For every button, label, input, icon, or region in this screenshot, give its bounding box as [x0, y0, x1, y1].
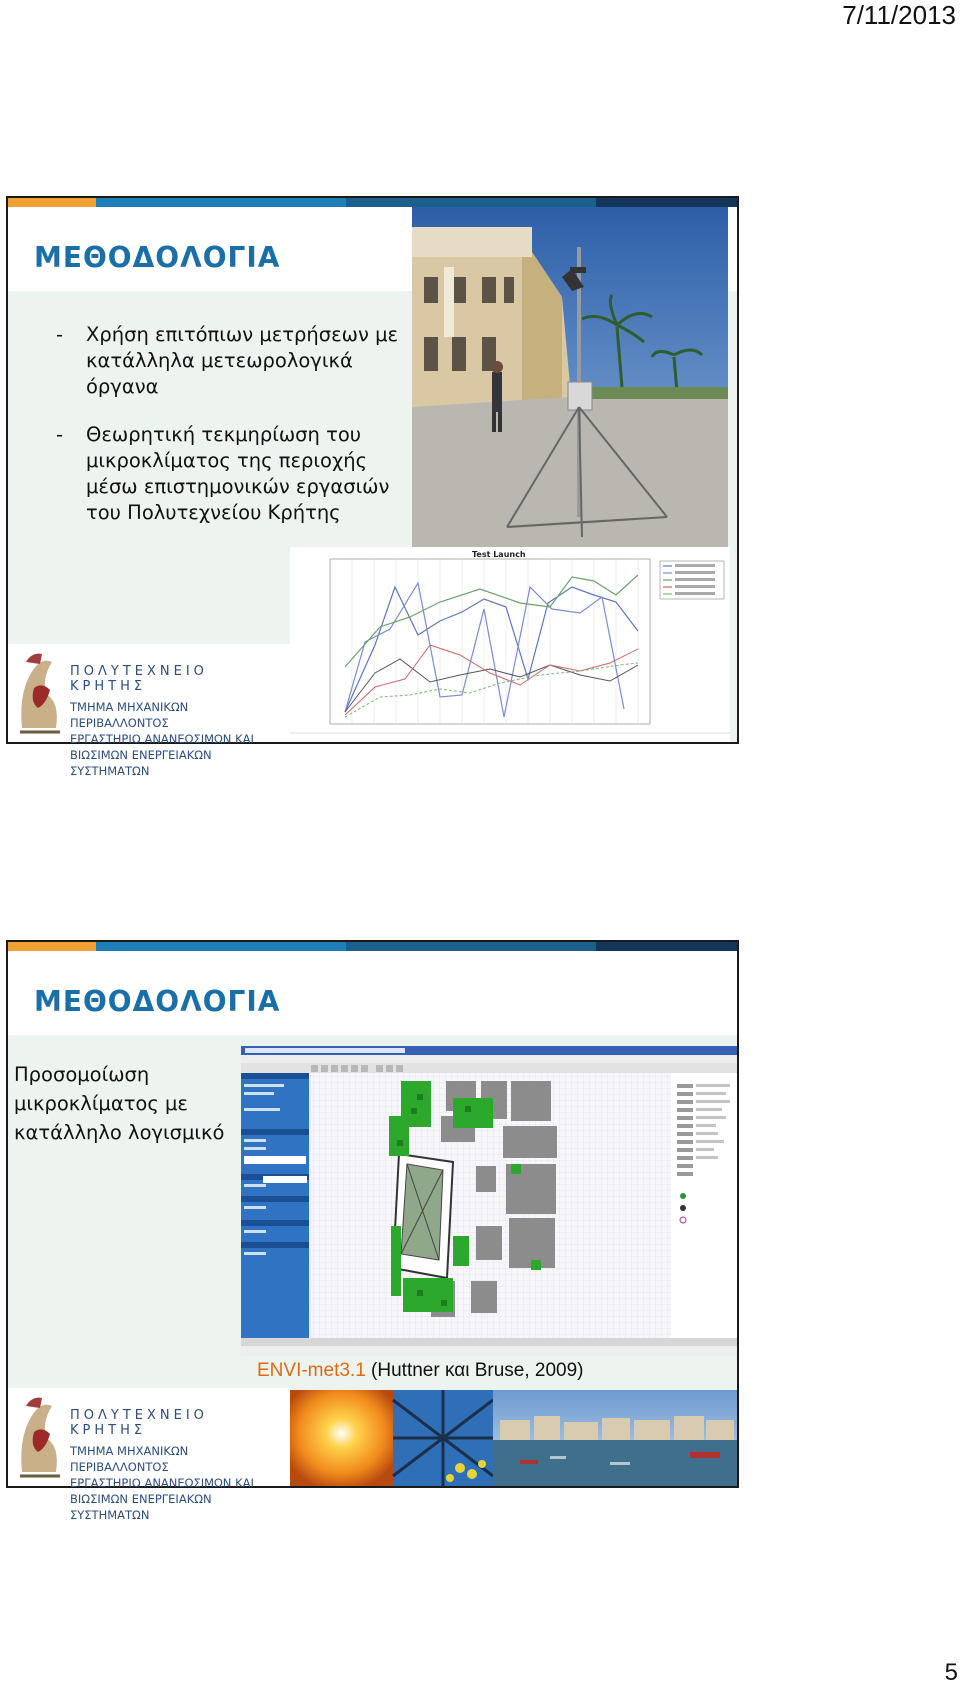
university-logo	[8, 644, 290, 778]
slide-top-bar	[8, 942, 737, 951]
weather-station-photo	[412, 207, 728, 547]
simulation-text: Προσομοίωση μικροκλίματος με κατάλληλο λογισμικό	[14, 1063, 225, 1144]
bullet-text: Θεωρητική τεκμηρίωση του μικροκλίματος της περιοχής μέσω επιστημονικών εργασιών του Πολυτεχνείου Κρήτης	[86, 423, 390, 524]
caption-reference: (Huttner και Bruse, 2009)	[365, 1360, 584, 1381]
logo-university-name: ΠΟΛΥΤΕΧΝΕΙΟ ΚΡΗΤΗΣ	[70, 664, 208, 694]
slide-1	[6, 196, 739, 778]
university-logo	[8, 1388, 290, 1522]
bullet-item	[56, 322, 406, 400]
caption-software: ENVI-met3.1	[257, 1360, 366, 1381]
title-box	[8, 207, 412, 291]
logo-lab-line2: ΒΙΩΣΙΜΩΝ ΕΝΕΡΓΕΙΑΚΩΝ ΣΥΣΤΗΜΑΤΩΝ	[70, 1492, 212, 1522]
slide-title: ΜΕΘΟΔΟΛΟΓΙΑ	[34, 985, 281, 1018]
page-number: 5	[944, 1659, 958, 1686]
logo-lab-line1: ΕΡΓΑΣΤΗΡΙΟ ΑΝΑΝΕΩΣΙΜΩΝ ΚΑΙ	[70, 1476, 254, 1490]
bullet-list	[56, 322, 406, 548]
chart-title: Test Launch	[472, 550, 526, 559]
bullet-dash: -	[56, 423, 64, 446]
bullet-item	[56, 422, 406, 526]
logo-lab-line1: ΕΡΓΑΣΤΗΡΙΟ ΑΝΑΝΕΩΣΙΜΩΝ ΚΑΙ	[70, 732, 254, 746]
university-emblem-icon	[12, 648, 70, 738]
bullet-text: Χρήση επιτόπιων μετρήσεων με κατάλληλα μετεωρολογικά όργανα	[86, 323, 399, 398]
logo-lab-line2: ΒΙΩΣΙΜΩΝ ΕΝΕΡΓΕΙΑΚΩΝ ΣΥΣΤΗΜΑΤΩΝ	[70, 748, 212, 778]
bullet-dash: -	[56, 323, 64, 346]
university-emblem-icon	[12, 1392, 70, 1482]
software-caption	[257, 1360, 584, 1382]
slide-2	[6, 940, 739, 1522]
page-date: 7/11/2013	[842, 0, 956, 30]
decorative-photo-strip	[290, 1390, 737, 1486]
logo-university-name: ΠΟΛΥΤΕΧΝΕΙΟ ΚΡΗΤΗΣ	[70, 1408, 208, 1438]
envi-met-screenshot	[241, 1046, 737, 1356]
logo-department: ΤΜΗΜΑ ΜΗΧΑΝΙΚΩΝ ΠΕΡΙΒΑΛΛΟΝΤΟΣ	[70, 1444, 189, 1474]
logo-department: ΤΜΗΜΑ ΜΗΧΑΝΙΚΩΝ ΠΕΡΙΒΑΛΛΟΝΤΟΣ	[70, 700, 189, 730]
title-box	[8, 951, 737, 1035]
slide-top-bar	[8, 198, 737, 207]
slide-title: ΜΕΘΟΔΟΛΟΓΙΑ	[34, 241, 281, 274]
measurement-chart	[290, 547, 730, 742]
